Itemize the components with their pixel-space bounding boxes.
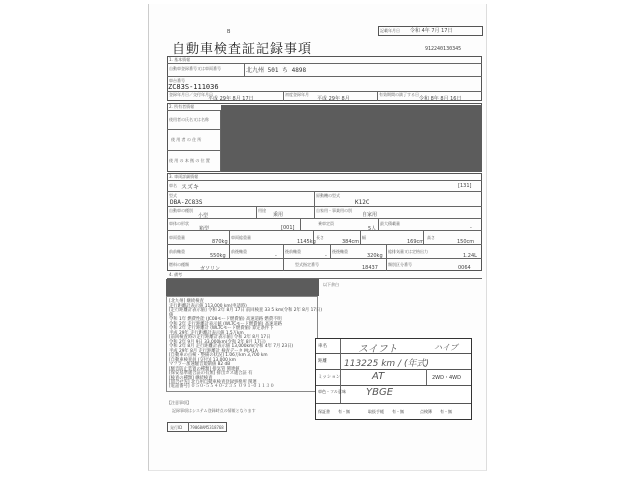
engine-label: 原動機の型式 (316, 193, 340, 198)
sticky-row1-value: スイフト (358, 344, 398, 355)
sticky-row1-tag: ハイブ (434, 343, 458, 352)
weight-label: 車両重量 (169, 235, 185, 240)
rear-rear-axle-label: 後後軸重 (332, 249, 348, 254)
remarks-note-line: [問合せ先] 北九州自動車検査登録事務所 関連 (169, 380, 257, 385)
remarks-note-line: [前回検査時の走行距離計表示値] 令和 2年 8月 17日 (169, 335, 271, 340)
sticky-row3-label: ミッション (318, 375, 341, 380)
section-owner-heading: 2. 所有者情報 (169, 104, 195, 109)
sticky-inspection-book-label: 点検簿 (420, 409, 432, 414)
sticky-row1-label: 車名 (318, 344, 327, 349)
section-remarks-heading: 4. 備考 (169, 272, 183, 277)
displacement-label: 総排気量又は定格出力 (388, 249, 428, 254)
fuel-label: 燃料の種類 (169, 262, 189, 267)
sticky-row2-label: 距離 (318, 359, 327, 364)
capacity-value: 5人 (368, 226, 377, 232)
class-number-label: 類別区分番号 (388, 262, 412, 267)
first-reg-label: 登録年月日／交付年月日 (169, 92, 213, 97)
remarks-note-line: [自動車検査員 (交付)] 13,000 km (169, 357, 236, 363)
remarks-note-line: 値 (169, 312, 174, 318)
engine-value: K12C (355, 199, 370, 206)
rear-front-axle-value: - (325, 253, 327, 259)
gross-weight-label: 車両総重量 (231, 235, 251, 240)
issue-date-value: 令和 4年 7月 17日 (410, 28, 453, 34)
fuel-value: ガソリン (200, 266, 221, 272)
length-label: 長さ (316, 235, 324, 240)
chassis-value: ZC83S-111036 (168, 83, 219, 91)
section-vehicle-heading: 3. 車両詳細情報 (169, 174, 199, 179)
sticky-drive: 2WD・4WD (432, 375, 461, 381)
notice-text: 記録事項はシステム登録時点の情報となります (172, 408, 256, 413)
front-rear-axle-label: 前後軸重 (231, 249, 247, 254)
width-value: 169cm (407, 239, 425, 245)
remarks-note-line: [走行距離計表示値] 令和 2年 8月 17日 前回検査 33 5 km(令和 2年 8月 17日) (169, 308, 323, 313)
sticky-note-form (315, 338, 472, 420)
sticky-row4-label: 車色・フル意味 (318, 389, 346, 394)
width-label: 幅 (362, 235, 366, 240)
remarks-note-line: マフラー加速騒音規制値 82 dB (169, 362, 231, 367)
remarks-end-label: 以下余白 (323, 282, 339, 287)
remarks-note-line: 令和 2年 8月 走行距離計表示値 13,000km(令和 4年 7月 23日) (169, 344, 294, 349)
remarks-note-line: [騒音防止装置の種類] 排気管 関連値 (169, 366, 240, 372)
type-value: DBA-ZC83S (170, 199, 203, 206)
class-value: 小型 (198, 213, 209, 219)
displacement-value: 1.24L (463, 253, 477, 259)
section-basic-heading: 1. 基本情報 (169, 57, 191, 62)
class-label: 自動車の種別 (169, 208, 193, 213)
expiry-value: 令和 8年 8月 16日 (419, 96, 462, 102)
remarks-note-line: 平成 29年 走行距離計表示値 1.5万km (169, 330, 244, 336)
doc-title: 自動車検査証記録事項 (172, 42, 313, 57)
remarks-note-line: 走行距離計表示値 113,000 km(申請時) (169, 303, 247, 309)
remarks-note-line: 令和 1年 燃費性能 (JC08モード燃費値) 高速道路 燃費不明 (169, 317, 282, 322)
remarks-note-line: 平成 29年 8月 走行距離計 検査データ M:A1A (169, 348, 258, 354)
front-rear-axle-value: - (275, 253, 277, 259)
weight-value: 870kg (212, 239, 228, 245)
sticky-warranty-label: 保証書 (318, 409, 330, 414)
remarks-note-line: 令和 2年 走行距離計表示値 (WLTCモード燃費値) 高速道路 (169, 321, 283, 327)
rear-rear-axle-value: 320kg (367, 253, 383, 259)
chassis-label: 車台番号 (169, 78, 185, 83)
front-front-axle-label: 前前軸重 (169, 249, 185, 254)
height-label: 高さ (427, 235, 435, 240)
remarks-note-line: 令和 2年 走行距離計 (WLTCモード燃費値) 算定条件下 (169, 326, 274, 331)
model-number-value: 18437 (362, 265, 378, 271)
user-address-label: 使 用 者 の 住 所 (171, 137, 202, 142)
remarks-note-line: [保安基準適合証の有無] 排出ガス適合証 有 (169, 371, 253, 376)
sticky-row3-value: AT (372, 371, 385, 382)
model-number-label: 型式指定番号 (295, 262, 319, 267)
sticky-warranty-value: 有・無 (338, 409, 350, 414)
expiry-label: 有効期間の満了する日 (379, 92, 419, 97)
reg-value: 北九州 501 ち 4898 (246, 67, 307, 74)
doc-mark: B (227, 29, 231, 35)
class-number-value: 0064 (458, 265, 471, 271)
remarks-note-line: [検査の種類] 継続検査 (169, 375, 213, 381)
remarks-note-line: 令和 2年 9月 9日 33,000km(令和 2年 8月 17日) (169, 339, 266, 345)
first-reg-value: 平成 29年 8月 17日 (208, 96, 254, 102)
remarks-phone: [電話番号] ０５０-５５４０-２３５ ０９１-０１１３０ (169, 384, 275, 389)
height-value: 150cm (457, 239, 475, 245)
sticky-manual-value: 有・無 (392, 409, 404, 414)
type-label: 型式 (169, 193, 177, 198)
remarks-note-line: [自動車の点検・整備の状況] 1.06万km 3,700 km (169, 353, 268, 358)
shape-value: 箱型 (199, 226, 210, 232)
sticky-row2-value: 113225 km / (年式) (344, 359, 429, 369)
maker-code: [131] (458, 183, 472, 189)
base-location-label: 使 用 の 本 拠 の 位 置 (169, 158, 210, 163)
length-value: 384cm (342, 239, 360, 245)
private-label: 自家用・事業用の別 (316, 208, 352, 213)
issue-date-label: 記載年月日 (380, 28, 400, 33)
private-value: 自家用 (362, 212, 378, 218)
redacted-owner-info (221, 105, 482, 172)
front-front-axle-value: 550kg (210, 253, 226, 259)
issue-id-value: 79068AM5318768 (190, 425, 224, 430)
doc-number: 912240130345 (425, 46, 462, 52)
maker-label: 車名 (169, 183, 177, 188)
notice-heading: 【注意事項】 (167, 400, 191, 405)
issue-id-label: 発行ID (170, 425, 183, 430)
shape-label: 車体の形状 (169, 221, 189, 226)
sticky-manual-label: 取扱手帳 (368, 409, 384, 414)
redacted-remarks (166, 279, 319, 296)
use-label: 用途 (258, 208, 266, 213)
reg-label: 自動車登録番号又は車両番号 (169, 66, 221, 71)
rear-front-axle-label: 後前軸重 (285, 249, 301, 254)
gross-weight-value: 1145kg (297, 239, 316, 245)
initial-reg-label: 初度登録年月 (285, 92, 309, 97)
use-value: 乗用 (273, 212, 284, 218)
capacity-label: 乗車定員 (318, 221, 334, 226)
remarks-note-line: [北九州] 継続検査 (169, 299, 204, 304)
max-load-label: 最大積載量 (380, 221, 400, 226)
initial-reg-value: 平成 29年 8月 (317, 96, 350, 102)
sticky-row4-value: YBGE (366, 387, 394, 398)
shape-code: [001] (281, 225, 295, 231)
max-load-value: - (470, 225, 472, 231)
sticky-inspection-book-value: 有・無 (440, 409, 452, 414)
maker-value: スズキ (181, 184, 200, 191)
user-name-label: 使用者の氏名又は名称 (169, 117, 209, 122)
